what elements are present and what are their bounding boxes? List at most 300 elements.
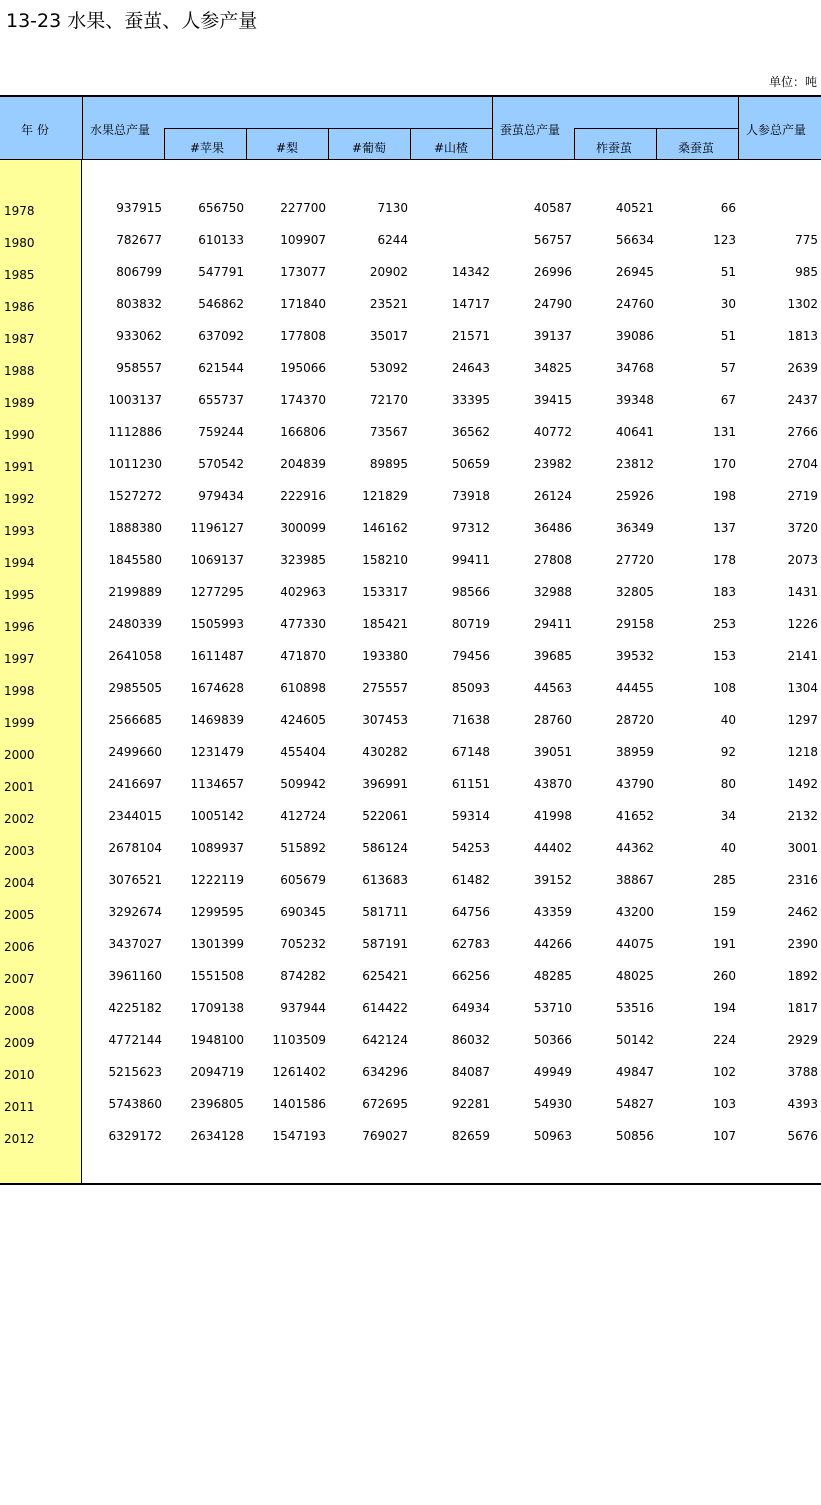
tussah-cell: 49847: [615, 1065, 654, 1079]
fruit-total-cell: 2641058: [108, 649, 162, 663]
tussah-cell: 40521: [615, 201, 654, 215]
tussah-cell: 43790: [615, 777, 654, 791]
cocoon-total-cell: 28760: [533, 713, 572, 727]
table-header: [0, 95, 821, 160]
apple-cell: 1469839: [190, 713, 244, 727]
table-row: [0, 256, 821, 288]
apple-cell: 1299595: [190, 905, 244, 919]
apple-cell: 1674628: [190, 681, 244, 695]
cocoon-total-cell: 50963: [533, 1129, 572, 1143]
ginseng-cell: 2141: [787, 649, 818, 663]
hawthorn-cell: 71638: [451, 713, 490, 727]
cocoon-total-cell: 44266: [533, 937, 572, 951]
hawthorn-cell: 14717: [451, 297, 490, 311]
apple-cell: 1089937: [190, 841, 244, 855]
cocoon-total-cell: 32988: [533, 585, 572, 599]
year-cell: 2004: [4, 876, 35, 890]
pear-cell: 1261402: [272, 1065, 326, 1079]
tussah-cell: 34768: [615, 361, 654, 375]
grape-cell: 634296: [362, 1065, 408, 1079]
grape-cell: 581711: [362, 905, 408, 919]
year-cell: 1998: [4, 684, 35, 698]
header-divider: [82, 97, 83, 160]
year-cell: 2012: [4, 1132, 35, 1146]
apple-cell: 1069137: [190, 553, 244, 567]
pear-cell: 937944: [280, 1001, 326, 1015]
year-cell: 1989: [4, 396, 35, 410]
table-row: [0, 288, 821, 320]
mulberry-cell: 183: [713, 585, 736, 599]
cocoon-total-cell: 39685: [533, 649, 572, 663]
unit-label: 单位：吨: [768, 75, 817, 89]
fruit-total-cell: 2985505: [108, 681, 162, 695]
table-row: [0, 512, 821, 544]
hawthorn-cell: 59314: [451, 809, 490, 823]
apple-cell: 1551508: [190, 969, 244, 983]
year-cell: 1996: [4, 620, 35, 634]
tussah-cell: 38959: [615, 745, 654, 759]
mulberry-cell: 67: [720, 393, 736, 407]
table-row: [0, 768, 821, 800]
hawthorn-cell: 80719: [451, 617, 490, 631]
table-row: [0, 1088, 821, 1120]
grape-cell: 672695: [362, 1097, 408, 1111]
grape-cell: 153317: [362, 585, 408, 599]
tussah-cell: 39348: [615, 393, 654, 407]
table-body: [0, 192, 821, 1152]
pear-cell: 509942: [280, 777, 326, 791]
table-row: [0, 416, 821, 448]
apple-cell: 1709138: [190, 1001, 244, 1015]
table-bottom-border: [0, 1183, 821, 1185]
pear-cell: 1547193: [272, 1129, 326, 1143]
apple-cell: 2634128: [190, 1129, 244, 1143]
fruit-total-cell: 803832: [116, 297, 162, 311]
mulberry-cell: 66: [720, 201, 736, 215]
table-row: [0, 480, 821, 512]
hawthorn-cell: 84087: [451, 1065, 490, 1079]
grape-cell: 185421: [362, 617, 408, 631]
ginseng-cell: 2390: [787, 937, 818, 951]
table-row: [0, 992, 821, 1024]
mulberry-cell: 137: [713, 521, 736, 535]
table-row: [0, 960, 821, 992]
header-divider: [574, 128, 575, 160]
tussah-cell: 56634: [615, 233, 654, 247]
table-row: [0, 1120, 821, 1152]
grape-cell: 193380: [362, 649, 408, 663]
year-cell: 1991: [4, 460, 35, 474]
fruit-total-cell: 1527272: [108, 489, 162, 503]
mulberry-cell: 107: [713, 1129, 736, 1143]
mulberry-cell: 57: [720, 361, 736, 375]
hawthorn-cell: 67148: [451, 745, 490, 759]
tussah-cell: 43200: [615, 905, 654, 919]
cocoon-total-cell: 49949: [533, 1065, 572, 1079]
table-row: [0, 352, 821, 384]
year-cell: 1999: [4, 716, 35, 730]
ginseng-cell: 3720: [787, 521, 818, 535]
tussah-cell: 26945: [615, 265, 654, 279]
mulberry-cell: 123: [713, 233, 736, 247]
header-divider: [738, 97, 739, 160]
header-divider: [656, 128, 657, 160]
tussah-cell: 44362: [615, 841, 654, 855]
pear-cell: 323985: [280, 553, 326, 567]
cocoon-total-cell: 39152: [533, 873, 572, 887]
pear-cell: 1401586: [272, 1097, 326, 1111]
cocoon-total-cell: 39137: [533, 329, 572, 343]
apple-cell: 570542: [198, 457, 244, 471]
table-row: [0, 1056, 821, 1088]
grape-cell: 20902: [369, 265, 408, 279]
mulberry-cell: 285: [713, 873, 736, 887]
grape-cell: 53092: [369, 361, 408, 375]
cocoon-total-cell: 23982: [533, 457, 572, 471]
ginseng-cell: 2766: [787, 425, 818, 439]
grape-cell: 586124: [362, 841, 408, 855]
year-cell: 2003: [4, 844, 35, 858]
apple-cell: 1505993: [190, 617, 244, 631]
tussah-cell: 28720: [615, 713, 654, 727]
grape-cell: 73567: [369, 425, 408, 439]
hawthorn-cell: 24643: [451, 361, 490, 375]
fruit-total-cell: 3292674: [108, 905, 162, 919]
pear-cell: 455404: [280, 745, 326, 759]
ginseng-cell: 1813: [787, 329, 818, 343]
ginseng-cell: 2929: [787, 1033, 818, 1047]
hawthorn-cell: 54253: [451, 841, 490, 855]
cocoon-total-cell: 36486: [533, 521, 572, 535]
table-row: [0, 864, 821, 896]
year-cell: 2009: [4, 1036, 35, 1050]
ginseng-cell: 2462: [787, 905, 818, 919]
fruit-total-cell: 4225182: [108, 1001, 162, 1015]
table-row: [0, 832, 821, 864]
hawthorn-cell: 36562: [451, 425, 490, 439]
tussah-cell: 24760: [615, 297, 654, 311]
ginseng-cell: 2704: [787, 457, 818, 471]
pear-cell: 195066: [280, 361, 326, 375]
mulberry-cell: 159: [713, 905, 736, 919]
header-divider: [164, 128, 165, 160]
apple-cell: 2094719: [190, 1065, 244, 1079]
apple-cell: 655737: [198, 393, 244, 407]
fruit-total-cell: 3076521: [108, 873, 162, 887]
fruit-total-cell: 958557: [116, 361, 162, 375]
year-cell: 1978: [4, 204, 35, 218]
cocoon-total-cell: 34825: [533, 361, 572, 375]
hawthorn-cell: 64756: [451, 905, 490, 919]
cocoon-total-cell: 53710: [533, 1001, 572, 1015]
table-row: [0, 640, 821, 672]
pear-cell: 412724: [280, 809, 326, 823]
mulberry-cell: 92: [720, 745, 736, 759]
grape-cell: 72170: [369, 393, 408, 407]
fruit-total-cell: 1845580: [108, 553, 162, 567]
fruit-total-cell: 5215623: [108, 1065, 162, 1079]
mulberry-cell: 153: [713, 649, 736, 663]
hawthorn-cell: 50659: [451, 457, 490, 471]
year-cell: 2001: [4, 780, 35, 794]
grape-cell: 89895: [369, 457, 408, 471]
header-fruit-total: 水果总产量: [90, 123, 151, 137]
tussah-cell: 50142: [615, 1033, 654, 1047]
table-row: [0, 224, 821, 256]
cocoon-total-cell: 29411: [533, 617, 572, 631]
pear-cell: 1103509: [272, 1033, 326, 1047]
header-apple: #苹果: [190, 141, 225, 155]
hawthorn-cell: 92281: [451, 1097, 490, 1111]
fruit-total-cell: 1112886: [108, 425, 162, 439]
tussah-cell: 54827: [615, 1097, 654, 1111]
pear-cell: 705232: [280, 937, 326, 951]
hawthorn-cell: 85093: [451, 681, 490, 695]
grape-cell: 587191: [362, 937, 408, 951]
cocoon-total-cell: 56757: [533, 233, 572, 247]
ginseng-cell: 2639: [787, 361, 818, 375]
hawthorn-cell: 98566: [451, 585, 490, 599]
grape-cell: 769027: [362, 1129, 408, 1143]
fruit-total-cell: 2344015: [108, 809, 162, 823]
pear-cell: 109907: [280, 233, 326, 247]
pear-cell: 402963: [280, 585, 326, 599]
apple-cell: 621544: [198, 361, 244, 375]
grape-cell: 625421: [362, 969, 408, 983]
header-pear: #梨: [276, 141, 299, 155]
tussah-cell: 39532: [615, 649, 654, 663]
header-divider: [410, 128, 411, 160]
pear-cell: 173077: [280, 265, 326, 279]
ginseng-cell: 1226: [787, 617, 818, 631]
ginseng-cell: 1431: [787, 585, 818, 599]
pear-cell: 690345: [280, 905, 326, 919]
pear-cell: 874282: [280, 969, 326, 983]
mulberry-cell: 224: [713, 1033, 736, 1047]
pear-cell: 227700: [280, 201, 326, 215]
cocoon-total-cell: 48285: [533, 969, 572, 983]
grape-cell: 522061: [362, 809, 408, 823]
year-cell: 2002: [4, 812, 35, 826]
fruit-total-cell: 3437027: [108, 937, 162, 951]
year-cell: 1986: [4, 300, 35, 314]
apple-cell: 1948100: [190, 1033, 244, 1047]
year-cell: 1994: [4, 556, 35, 570]
hawthorn-cell: 21571: [451, 329, 490, 343]
fruit-total-cell: 4772144: [108, 1033, 162, 1047]
cocoon-total-cell: 50366: [533, 1033, 572, 1047]
fruit-total-cell: 2566685: [108, 713, 162, 727]
year-cell: 2010: [4, 1068, 35, 1082]
mulberry-cell: 40: [720, 841, 736, 855]
table-row: [0, 704, 821, 736]
mulberry-cell: 191: [713, 937, 736, 951]
hawthorn-cell: 73918: [451, 489, 490, 503]
pear-cell: 471870: [280, 649, 326, 663]
header-divider: [328, 128, 329, 160]
tussah-cell: 41652: [615, 809, 654, 823]
tussah-cell: 36349: [615, 521, 654, 535]
year-cell: 2008: [4, 1004, 35, 1018]
grape-cell: 35017: [369, 329, 408, 343]
tussah-cell: 23812: [615, 457, 654, 471]
grape-cell: 613683: [362, 873, 408, 887]
mulberry-cell: 198: [713, 489, 736, 503]
tussah-cell: 40641: [615, 425, 654, 439]
grape-cell: 614422: [362, 1001, 408, 1015]
header-divider: [246, 128, 247, 160]
hawthorn-cell: 79456: [451, 649, 490, 663]
header-mulberry: 桑蚕茧: [678, 141, 715, 155]
cocoon-total-cell: 26996: [533, 265, 572, 279]
ginseng-cell: 1892: [787, 969, 818, 983]
apple-cell: 1222119: [190, 873, 244, 887]
tussah-cell: 27720: [615, 553, 654, 567]
cocoon-total-cell: 44563: [533, 681, 572, 695]
apple-cell: 1611487: [190, 649, 244, 663]
grape-cell: 158210: [362, 553, 408, 567]
grape-cell: 23521: [369, 297, 408, 311]
pear-cell: 174370: [280, 393, 326, 407]
fruit-total-cell: 937915: [116, 201, 162, 215]
mulberry-cell: 102: [713, 1065, 736, 1079]
cocoon-total-cell: 26124: [533, 489, 572, 503]
mulberry-cell: 80: [720, 777, 736, 791]
grape-cell: 146162: [362, 521, 408, 535]
pear-cell: 424605: [280, 713, 326, 727]
mulberry-cell: 103: [713, 1097, 736, 1111]
header-cocoon-total: 蚕茧总产量: [500, 123, 561, 137]
ginseng-cell: 985: [795, 265, 818, 279]
year-cell: 1997: [4, 652, 35, 666]
hawthorn-cell: 14342: [451, 265, 490, 279]
fruit-total-cell: 2480339: [108, 617, 162, 631]
ginseng-cell: 3001: [787, 841, 818, 855]
pear-cell: 177808: [280, 329, 326, 343]
tussah-cell: 44075: [615, 937, 654, 951]
fruit-total-cell: 806799: [116, 265, 162, 279]
cocoon-total-cell: 40772: [533, 425, 572, 439]
tussah-cell: 48025: [615, 969, 654, 983]
cocoon-total-cell: 27808: [533, 553, 572, 567]
apple-cell: 1196127: [190, 521, 244, 535]
ginseng-cell: 1492: [787, 777, 818, 791]
apple-cell: 1277295: [190, 585, 244, 599]
pear-cell: 171840: [280, 297, 326, 311]
ginseng-cell: 2132: [787, 809, 818, 823]
table-row: [0, 1024, 821, 1056]
page-title: 13-23 水果、蚕茧、人参产量: [6, 10, 258, 32]
apple-cell: 759244: [198, 425, 244, 439]
mulberry-cell: 260: [713, 969, 736, 983]
year-cell: 1985: [4, 268, 35, 282]
tussah-cell: 38867: [615, 873, 654, 887]
table-row: [0, 544, 821, 576]
cocoon-total-cell: 41998: [533, 809, 572, 823]
cocoon-total-cell: 43359: [533, 905, 572, 919]
cocoon-total-cell: 39051: [533, 745, 572, 759]
header-grape: #葡萄: [352, 141, 387, 155]
hawthorn-cell: 99411: [451, 553, 490, 567]
year-cell: 1987: [4, 332, 35, 346]
mulberry-cell: 108: [713, 681, 736, 695]
year-cell: 1992: [4, 492, 35, 506]
hawthorn-cell: 61482: [451, 873, 490, 887]
tussah-cell: 25926: [615, 489, 654, 503]
mulberry-cell: 51: [720, 329, 736, 343]
year-cell: 1990: [4, 428, 35, 442]
pear-cell: 166806: [280, 425, 326, 439]
mulberry-cell: 51: [720, 265, 736, 279]
fruit-total-cell: 1888380: [108, 521, 162, 535]
fruit-total-cell: 933062: [116, 329, 162, 343]
table-row: [0, 192, 821, 224]
year-cell: 2011: [4, 1100, 35, 1114]
table-row: [0, 928, 821, 960]
hawthorn-cell: 97312: [451, 521, 490, 535]
fruit-total-cell: 3961160: [108, 969, 162, 983]
cocoon-total-cell: 39415: [533, 393, 572, 407]
grape-cell: 307453: [362, 713, 408, 727]
pear-cell: 610898: [280, 681, 326, 695]
grape-cell: 396991: [362, 777, 408, 791]
pear-cell: 204839: [280, 457, 326, 471]
hawthorn-cell: 33395: [451, 393, 490, 407]
ginseng-cell: 2316: [787, 873, 818, 887]
hawthorn-cell: 61151: [451, 777, 490, 791]
ginseng-cell: 1302: [787, 297, 818, 311]
table-row: [0, 896, 821, 928]
mulberry-cell: 194: [713, 1001, 736, 1015]
pear-cell: 515892: [280, 841, 326, 855]
ginseng-cell: 5676: [787, 1129, 818, 1143]
table-row: [0, 448, 821, 480]
ginseng-cell: 3788: [787, 1065, 818, 1079]
header-divider: [492, 97, 493, 160]
fruit-total-cell: 2678104: [108, 841, 162, 855]
cocoon-total-cell: 43870: [533, 777, 572, 791]
cocoon-total-cell: 54930: [533, 1097, 572, 1111]
hawthorn-cell: 64934: [451, 1001, 490, 1015]
hawthorn-cell: 86032: [451, 1033, 490, 1047]
grape-cell: 7130: [377, 201, 408, 215]
ginseng-cell: 2719: [787, 489, 818, 503]
ginseng-cell: 4393: [787, 1097, 818, 1111]
apple-cell: 1134657: [190, 777, 244, 791]
table-row: [0, 320, 821, 352]
year-cell: 2006: [4, 940, 35, 954]
apple-cell: 1005142: [190, 809, 244, 823]
fruit-total-cell: 1011230: [108, 457, 162, 471]
year-cell: 1980: [4, 236, 35, 250]
mulberry-cell: 178: [713, 553, 736, 567]
ginseng-cell: 2073: [787, 553, 818, 567]
grape-cell: 6244: [377, 233, 408, 247]
fruit-total-cell: 6329172: [108, 1129, 162, 1143]
apple-cell: 1231479: [190, 745, 244, 759]
hawthorn-cell: 62783: [451, 937, 490, 951]
cocoon-total-cell: 24790: [533, 297, 572, 311]
header-tussah: 柞蚕茧: [596, 141, 633, 155]
cocoon-total-cell: 44402: [533, 841, 572, 855]
tussah-cell: 44455: [615, 681, 654, 695]
ginseng-cell: 775: [795, 233, 818, 247]
tussah-cell: 32805: [615, 585, 654, 599]
apple-cell: 2396805: [190, 1097, 244, 1111]
apple-cell: 656750: [198, 201, 244, 215]
grape-cell: 642124: [362, 1033, 408, 1047]
hawthorn-cell: 66256: [451, 969, 490, 983]
